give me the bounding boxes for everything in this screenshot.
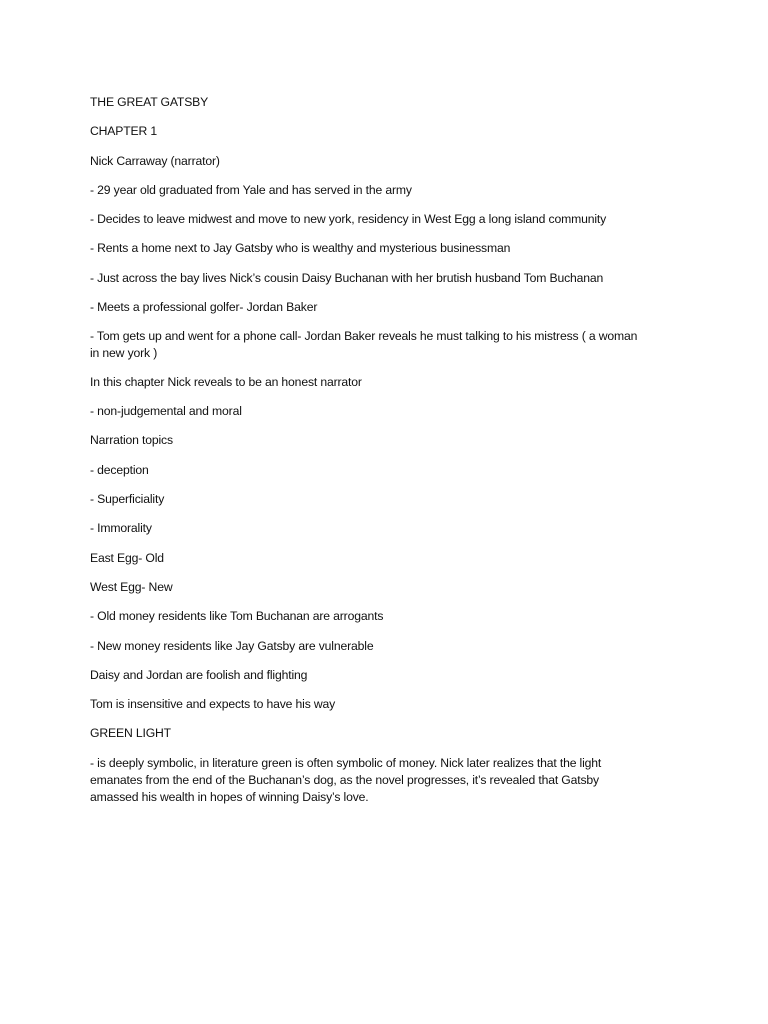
paragraph-narrator: Nick Carraway (narrator) xyxy=(90,153,220,168)
bullet-non-judgemental: - non-judgemental and moral xyxy=(90,404,242,419)
paragraph-east-egg: East Egg- Old xyxy=(90,550,164,565)
green-light-line-3: amassed his wealth in hopes of winning Daisy’s love. xyxy=(90,789,369,804)
bullet-west-egg: - Decides to leave midwest and move to new york, residency in West Egg a long island community xyxy=(90,212,607,227)
bullet-deception: - deception xyxy=(90,462,149,477)
document-body xyxy=(90,94,680,806)
bullet-daisy-cousin: - Just across the bay lives Nick’s cousin Daisy Buchanan with her brutish husband Tom Buchanan xyxy=(90,270,604,285)
document-title: THE GREAT GATSBY xyxy=(90,95,209,109)
paragraph-narration-topics: Narration topics xyxy=(90,433,173,448)
bullet-phone-call-line-2: in new york ) xyxy=(90,346,158,361)
paragraph-honest-narrator: In this chapter Nick reveals to be an honest narrator xyxy=(90,374,362,389)
bullet-jordan-baker: - Meets a professional golfer- Jordan Baker xyxy=(90,300,318,315)
bullet-new-money: - New money residents like Jay Gatsby are vulnerable xyxy=(90,638,374,653)
paragraph-tom: Tom is insensitive and expects to have his way xyxy=(90,697,336,712)
paragraph-daisy-jordan: Daisy and Jordan are foolish and flighting xyxy=(90,667,308,682)
green-light-line-1: - is deeply symbolic, in literature green is often symbolic of money. Nick later realizes that the light xyxy=(90,755,602,770)
bullet-phone-call-line-1: - Tom gets up and went for a phone call- Jordan Baker reveals he must talking to his mistress ( a woman xyxy=(90,329,638,344)
chapter-heading: CHAPTER 1 xyxy=(90,124,158,139)
green-light-line-2: emanates from the end of the Buchanan’s dog, as the novel progresses, it’s revealed that Gatsby xyxy=(90,772,600,787)
bullet-old-money: - Old money residents like Tom Buchanan are arrogants xyxy=(90,609,384,624)
paragraph-west-egg: West Egg- New xyxy=(90,579,173,594)
bullet-superficiality: - Superficiality xyxy=(90,492,165,507)
bullet-immorality: - Immorality xyxy=(90,521,152,536)
bullet-rents-home: - Rents a home next to Jay Gatsby who is wealthy and mysterious businessman xyxy=(90,241,511,256)
green-light-heading: GREEN LIGHT xyxy=(90,726,171,741)
bullet-yale: - 29 year old graduated from Yale and has served in the army xyxy=(90,182,412,197)
